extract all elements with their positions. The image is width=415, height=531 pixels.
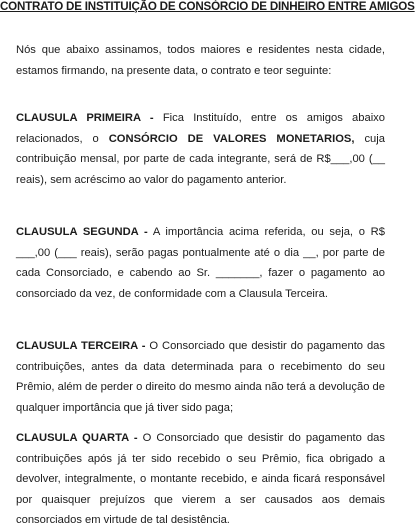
clause-fourth-heading: CLAUSULA QUARTA - bbox=[16, 432, 138, 444]
clause-third-paragraph bbox=[16, 336, 385, 418]
clause-second-paragraph bbox=[16, 222, 385, 304]
clause-second-heading: CLAUSULA SEGUNDA - bbox=[16, 226, 148, 238]
clause-first-text-a: Fica Instituído, entre os amigos abaixo relacionados, o bbox=[16, 112, 385, 145]
clause-first-heading: CLAUSULA PRIMEIRA - bbox=[16, 112, 154, 124]
clause-fourth-text: O Consorciado que desistir do pagamento das contribuições após já ter sido recebido o seu Prêmio, fica obrigado a devolver, integralmente, o montante recebido, e ainda ficará responsável por quaisquer prejuízos que vierem a ser causados aos demais consorciados em virtude de tal desistência. bbox=[16, 432, 385, 526]
clause-second-text: A importância acima referida, ou seja, o R$ ___,00 (___ reais), serão pagas pontualmente até o dia __, por parte de cada Consorciado, e cabendo ao Sr. _______, fazer o pagamento ao consorciado da vez, de conformidade com a Clausula Terceira. bbox=[16, 226, 385, 300]
clause-fourth-paragraph bbox=[16, 428, 385, 531]
clause-third-heading: CLAUSULA TERCEIRA - bbox=[16, 340, 146, 352]
clause-third-text: O Consorciado que desistir do pagamento das contribuições, antes da data determinada para o recebimento do seu Prêmio, além de perder o direito do mesmo ainda não terá a devolução de qualquer importância que já tiver sido paga; bbox=[16, 340, 385, 414]
document-title: CONTRATO DE INSTITUIÇÃO DE CONSÓRCIO DE DINHEIRO ENTRE AMIGOS bbox=[0, 0, 415, 13]
intro-paragraph: Nós que abaixo assinamos, todos maiores e residentes nesta cidade, estamos firmando, na presente data, o contrato e teor seguinte: bbox=[16, 44, 385, 77]
clause-first-text-b: cuja contribuição mensal, por parte de cada integrante, será de R$___,00 (__ reais), sem acréscimo ao valor do pagamento anterior. bbox=[16, 132, 385, 186]
clause-first-paragraph bbox=[16, 108, 385, 190]
clause-first-emphasis: CONSÓRCIO DE VALORES MONETARIOS, bbox=[108, 132, 355, 145]
